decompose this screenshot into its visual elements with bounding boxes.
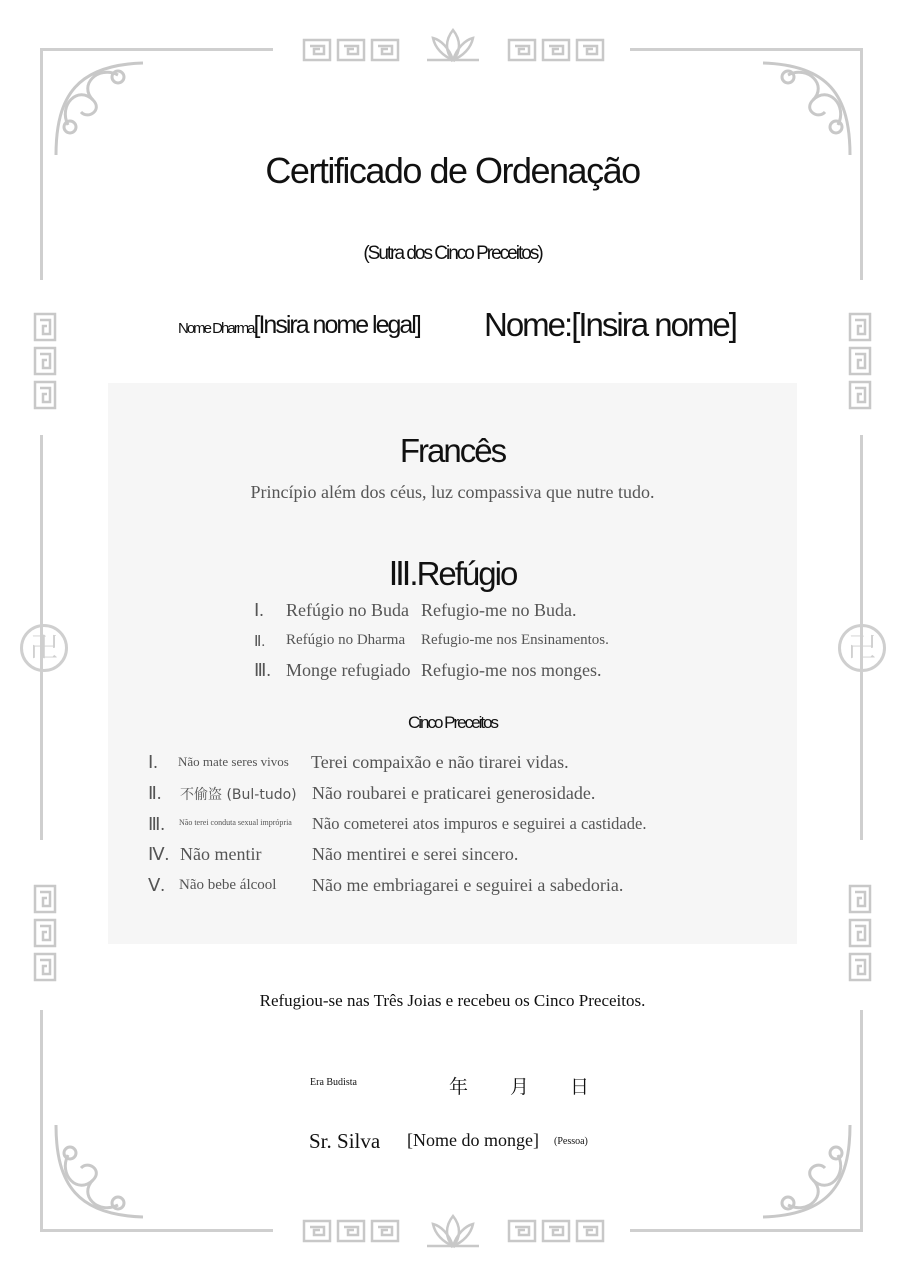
- era-label: Era Budista: [310, 1077, 357, 1088]
- scroll-corner-icon: [748, 55, 858, 165]
- frame-line-top-left: [40, 48, 273, 51]
- list-item: [0, 844, 905, 868]
- monk-name: [Nome do monge]: [407, 1130, 539, 1150]
- frame-line-right-bottom: [860, 1010, 863, 1232]
- precept-number: Ⅰ.: [148, 752, 158, 772]
- precept-text: Não mentirei e serei sincero.: [312, 844, 519, 864]
- precept-name: Não terei conduta sexual imprópria: [179, 818, 292, 827]
- name-label: Nome:: [484, 306, 572, 343]
- greek-key-icon: [33, 312, 57, 410]
- month-char: 月: [510, 1076, 530, 1098]
- refuge-number: Ⅱ.: [254, 634, 266, 650]
- precept-number: Ⅲ.: [148, 814, 165, 834]
- frame-line-bottom-right: [630, 1229, 863, 1232]
- precept-text: Terei compaixão e não tirarei vidas.: [311, 752, 569, 772]
- list-item: [0, 814, 905, 838]
- panel-heading: Francês: [399, 432, 506, 469]
- greek-key-icon: [302, 38, 402, 62]
- frame-line-left-bottom: [40, 1010, 43, 1232]
- swastika-icon: 卍: [29, 631, 58, 664]
- precept-text: Não me embriagarei e seguirei a sabedoria.: [312, 875, 624, 895]
- name-field: [484, 306, 736, 344]
- certificate-subtitle: (Sutra dos Cinco Preceitos): [363, 243, 542, 264]
- greek-key-icon: [848, 312, 872, 410]
- list-item: [0, 632, 905, 656]
- statement: Refugiou-se nas Três Joias e recebeu os Cinco Preceitos.: [259, 991, 646, 1010]
- scroll-corner-icon: [48, 1115, 158, 1225]
- refuge-name: Refúgio no Buda: [286, 600, 409, 620]
- lotus-icon: [423, 26, 483, 66]
- lotus-icon: [423, 1212, 483, 1252]
- refuge-text: Refugio-me nos monges.: [421, 660, 602, 680]
- greek-key-icon: [507, 1219, 607, 1243]
- refuge-name: Monge refugiado: [286, 660, 411, 680]
- panel-motto: Princípio além dos céus, luz compassiva que nutre tudo.: [250, 482, 655, 502]
- precept-name: 不偷盗 (Bul-tudo): [180, 787, 297, 803]
- list-item: [0, 783, 905, 807]
- list-item: [0, 875, 905, 899]
- precept-number: Ⅳ.: [148, 844, 170, 864]
- scroll-corner-icon: [748, 1115, 858, 1225]
- precept-name: Não bebe álcool: [179, 877, 277, 893]
- precept-name: Não mate seres vivos: [178, 754, 289, 769]
- refuge-title: Ⅲ.Refúgio: [388, 555, 517, 592]
- refuge-name: Refúgio no Dharma: [286, 632, 406, 648]
- list-item: [0, 660, 905, 684]
- list-item: [0, 600, 905, 624]
- frame-line-bottom-left: [40, 1229, 273, 1232]
- precept-number: Ⅱ.: [148, 783, 162, 803]
- precepts-title: Cinco Preceitos: [407, 713, 498, 732]
- swastika-icon: 卍: [847, 631, 876, 664]
- day-char: 日: [570, 1076, 590, 1098]
- refuge-text: Refugio-me nos Ensinamentos.: [421, 632, 609, 648]
- scroll-corner-icon: [48, 55, 158, 165]
- monk-suffix: (Pessoa): [554, 1136, 588, 1147]
- dharma-name-label: Nome Dharma: [178, 320, 254, 337]
- greek-key-icon: [507, 38, 607, 62]
- precept-text: Não roubarei e praticarei generosidade.: [312, 783, 596, 803]
- refuge-number: Ⅰ.: [254, 600, 264, 620]
- precept-text: Não cometerei atos impuros e seguirei a castidade.: [312, 814, 647, 833]
- signer-name: Sr. Silva: [309, 1129, 381, 1153]
- refuge-number: Ⅲ.: [254, 660, 271, 680]
- list-item: [0, 752, 905, 776]
- precept-number: Ⅴ.: [148, 875, 165, 895]
- name-value: [Insira nome]: [571, 306, 736, 343]
- certificate-title: Certificado de Ordenação: [265, 150, 640, 191]
- year-char: 年: [449, 1076, 469, 1098]
- frame-line-top-right: [630, 48, 863, 51]
- greek-key-icon: [302, 1219, 402, 1243]
- precept-name: Não mentir: [180, 844, 262, 864]
- dharma-name-value: [Insira nome legal]: [253, 311, 420, 339]
- refuge-text: Refugio-me no Buda.: [421, 600, 577, 620]
- dharma-name-field: [178, 311, 420, 340]
